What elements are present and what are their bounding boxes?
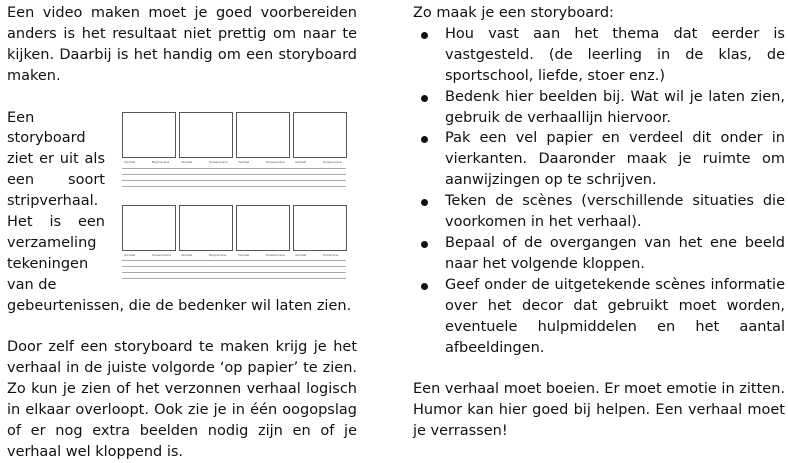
bullet-icon — [421, 199, 428, 206]
closing-paragraph: Een verhaal moet boeien. Er moet emotie in zitten. Humor kan hier goed bij helpen. Een verhaal moet je verrassen! — [413, 381, 785, 440]
storyboard-frame — [122, 112, 176, 158]
right-column — [413, 3, 785, 442]
bullet-icon — [421, 136, 428, 143]
storyboard-note-line — [122, 266, 346, 267]
storyboard-frame-label: Verhaal — [181, 160, 193, 164]
storyboard-note-line — [122, 278, 346, 279]
storyboard-frame — [179, 205, 233, 251]
steps-heading: Zo maak je een storyboard: — [413, 5, 614, 21]
storyboard-frame-label: Verhaal — [238, 253, 250, 257]
outro-paragraph: Door zelf een storyboard te maken krijg je het verhaal in de juiste volgorde ‘op papier’ te zien. Zo kun je zien of het verzonnen verhaal logisch in elkaar overloopt. Ook zie je in één oogopslag of er nog extra beelden nodig zijn en of je verhaal wel kloppend is. — [7, 339, 357, 460]
bullet-icon — [421, 283, 428, 290]
storyboard-frame-label: Tussenscène — [209, 160, 228, 164]
storyboard-frame-label: Tussenscène — [152, 253, 171, 257]
storyboard-frame — [236, 205, 290, 251]
storyboard-frame — [293, 205, 347, 251]
step-item: Bedenk hier beelden bij. Wat wil je laten zien, gebruik de verhaallijn hiervoor. — [413, 87, 785, 129]
storyboard-frame-label: Eindscène — [323, 253, 339, 257]
bullet-icon — [421, 95, 428, 102]
storyboard-description-continued: gebeurtenissen, die de bedenker wil laten zien. — [7, 297, 352, 314]
step-item: Bepaal of de overgangen van het ene beeld naar het volgende kloppen. — [413, 233, 785, 275]
storyboard-frame-label: Tussenscène — [323, 160, 342, 164]
storyboard-frame-label: Tussenscène — [266, 160, 285, 164]
storyboard-frame-label: Verhaal — [295, 253, 307, 257]
step-item: Teken de scènes (verschillende situaties die voorkomen in het verhaal). — [413, 191, 785, 233]
steps-list — [413, 24, 785, 359]
storyboard-template-figure — [122, 112, 350, 284]
storyboard-frame — [122, 205, 176, 251]
step-item: Hou vast aan het thema dat eerder is vastgesteld. (de leerling in de klas, de sportschool, liefde, stoer enz.) — [413, 24, 785, 87]
storyboard-note-line — [122, 180, 346, 181]
storyboard-note-line — [122, 168, 346, 169]
storyboard-frame-label: Verhaal — [181, 253, 193, 257]
step-item: Pak een vel papier en verdeel dit onder in vierkanten. Daaronder maak je ruimte om aanwijzingen op te schrijven. — [413, 128, 785, 191]
storyboard-frame — [293, 112, 347, 158]
storyboard-note-line — [122, 174, 346, 175]
storyboard-note-line — [122, 272, 346, 273]
bullet-icon — [421, 32, 428, 39]
storyboard-frame-label: Verhaal — [124, 253, 136, 257]
storyboard-frame-label: Tussenscène — [266, 253, 285, 257]
storyboard-frame — [179, 112, 233, 158]
storyboard-frame-label: Verhaal — [295, 160, 307, 164]
storyboard-frame-label: Verhaal — [238, 160, 250, 164]
intro-paragraph: Een video maken moet je goed voorbereiden anders is het resultaat niet prettig om naar te kijken. Daarbij is het handig om een storyboard maken. — [7, 5, 357, 84]
step-item: Geef onder de uitgetekende scènes informatie over het decor dat gebruikt moet worden, eventuele hulpmiddelen en het aantal afbeeldingen. — [413, 275, 785, 359]
bullet-icon — [421, 241, 428, 248]
storyboard-note-line — [122, 186, 346, 187]
storyboard-description-text: Een storyboard ziet er uit als een soort stripverhaal. Het is een verzameling tekeningen van de — [7, 109, 105, 293]
storyboard-frame — [236, 112, 290, 158]
storyboard-frame-label: Verhaal — [124, 160, 136, 164]
storyboard-note-line — [122, 260, 346, 261]
storyboard-frame-label: Beginscène — [209, 253, 227, 257]
storyboard-frame-label: Beginscène — [152, 160, 170, 164]
